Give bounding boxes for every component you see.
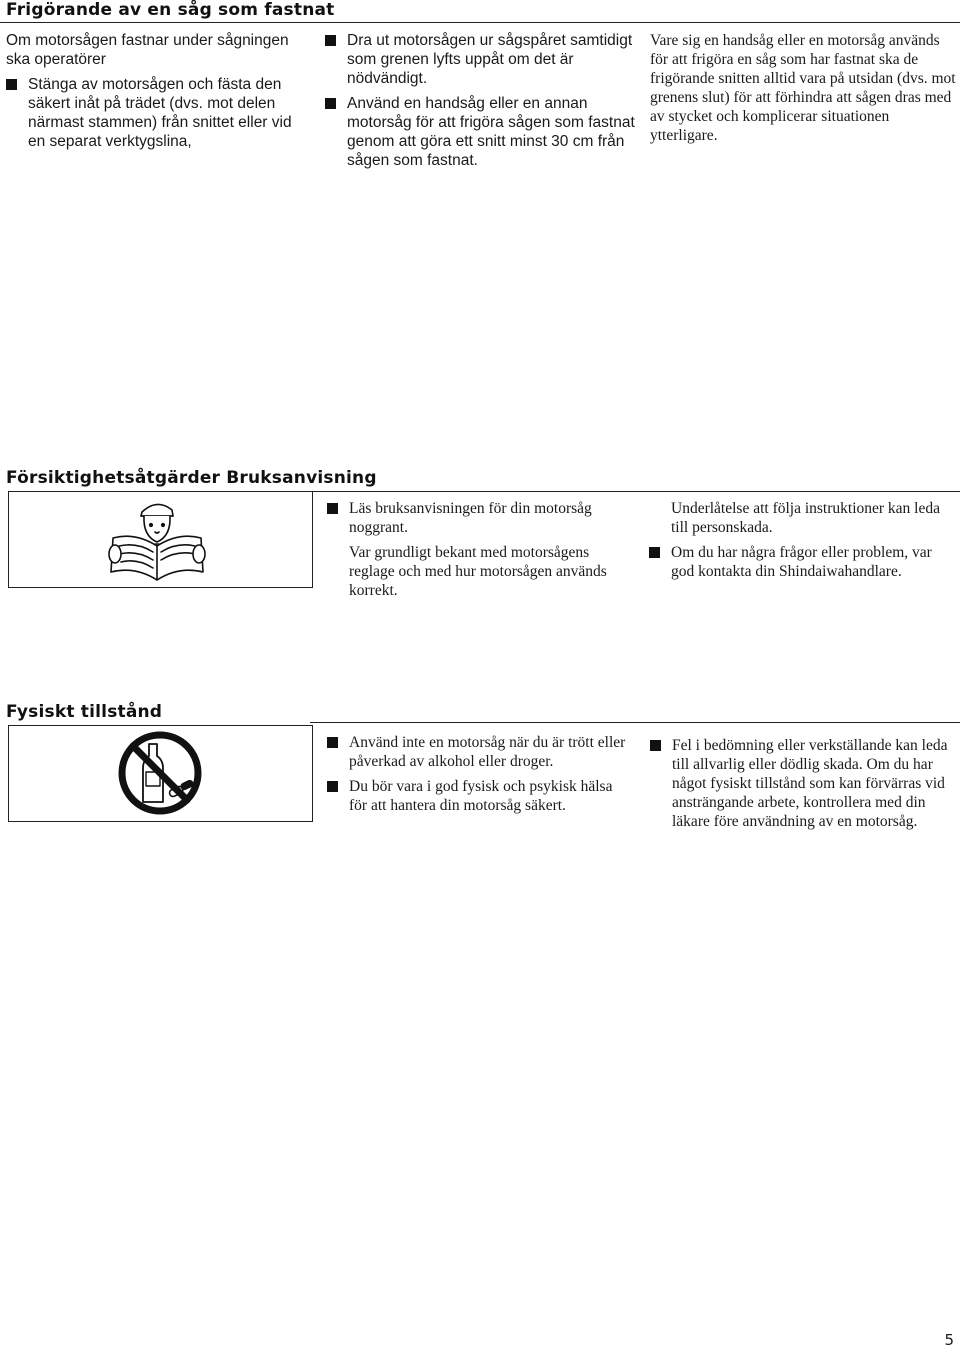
section3-column-2 [327,733,632,821]
bullet-square-icon [650,740,661,751]
body-text: Underlåtelse att följa instruktioner kan leda till personskada. [671,500,941,536]
section-divider [310,722,960,723]
section-title-frigorande: Frigörande av en såg som fastnat [6,0,335,20]
list-item-text: Dra ut motorsågen ur sågspåret samtidigt som grenen lyfts uppåt om det är nödvändigt. [347,32,633,87]
bullet-square-icon [6,79,17,90]
bullet-square-icon [327,781,338,792]
list-item [650,736,956,831]
person-reading-manual-icon [9,492,311,586]
list-item-text: Använd inte en motorsåg när du är trött eller påverkad av alkohol eller droger. [349,734,626,770]
page-number: 5 [944,1331,954,1349]
section3-column-3 [650,736,956,837]
list-item-text: Du bör vara i god fysisk och psykisk hälsa för att hantera din motorsåg säkert. [349,778,613,814]
intro-text: Om motorsågen fastnar under sågningen ska operatörer [6,32,289,68]
list-item-text: Läs bruksanvisningen för din motorsåg noggrant. [349,500,592,536]
bullet-square-icon [327,503,338,514]
list-item [327,733,632,771]
list-item [327,777,632,815]
bullet-square-icon [325,35,336,46]
list-item [327,499,627,537]
body-text: Var grundligt bekant med motorsågens reglage och med hur motorsågen används korrekt. [349,544,607,599]
section-title-forsiktighet: Försiktighetsåtgärder Bruksanvisning [6,468,377,488]
body-text: Vare sig en handsåg eller en motorsåg används för att frigöra en såg som har fastnat ska de frigörande snitten alltid vara på utsidan (dvs. mot grenens slut) för att förhindra att sågen dras med av stycket och komplicerar situationen ytterligare. [650,32,956,144]
list-item-text: Om du har några frågor eller problem, var god kontakta din Shindaiwahandlare. [671,544,932,580]
list-item [325,94,635,170]
section-divider [0,22,960,23]
section1-column-1 [6,31,306,157]
manual-illustration-box [8,491,313,588]
list-item [649,543,949,581]
list-item-text: Använd en handsåg eller en annan motorsåg för att frigöra sågen som fastnat genom att göra ett snitt minst 30 cm från sågen som fastnat. [347,95,635,169]
section1-column-2 [325,31,635,176]
section2-column-2 [327,499,627,606]
no-alcohol-drugs-icon [9,726,311,820]
bullet-square-icon [649,547,660,558]
bullet-square-icon [325,98,336,109]
list-item-text: Stänga av motorsågen och fästa den säkert inåt på trädet (dvs. mot delen närmast stammen) från snittet eller vid en separat verktygslina, [28,76,292,150]
list-item [325,31,635,88]
section-title-fysiskt: Fysiskt tillstånd [6,702,163,722]
section2-column-3 [649,499,949,587]
no-alcohol-illustration-box [8,725,313,822]
section-divider [310,491,960,492]
section1-column-3 [650,31,960,151]
list-item [6,75,306,151]
list-item-text: Fel i bedömning eller verkställande kan leda till allvarlig eller dödlig skada. Om du har något fysiskt tillstånd som kan förvärras vid ansträngande arbete, kontrollera med din läkare före användning av en motorsåg. [672,737,948,830]
bullet-square-icon [327,737,338,748]
